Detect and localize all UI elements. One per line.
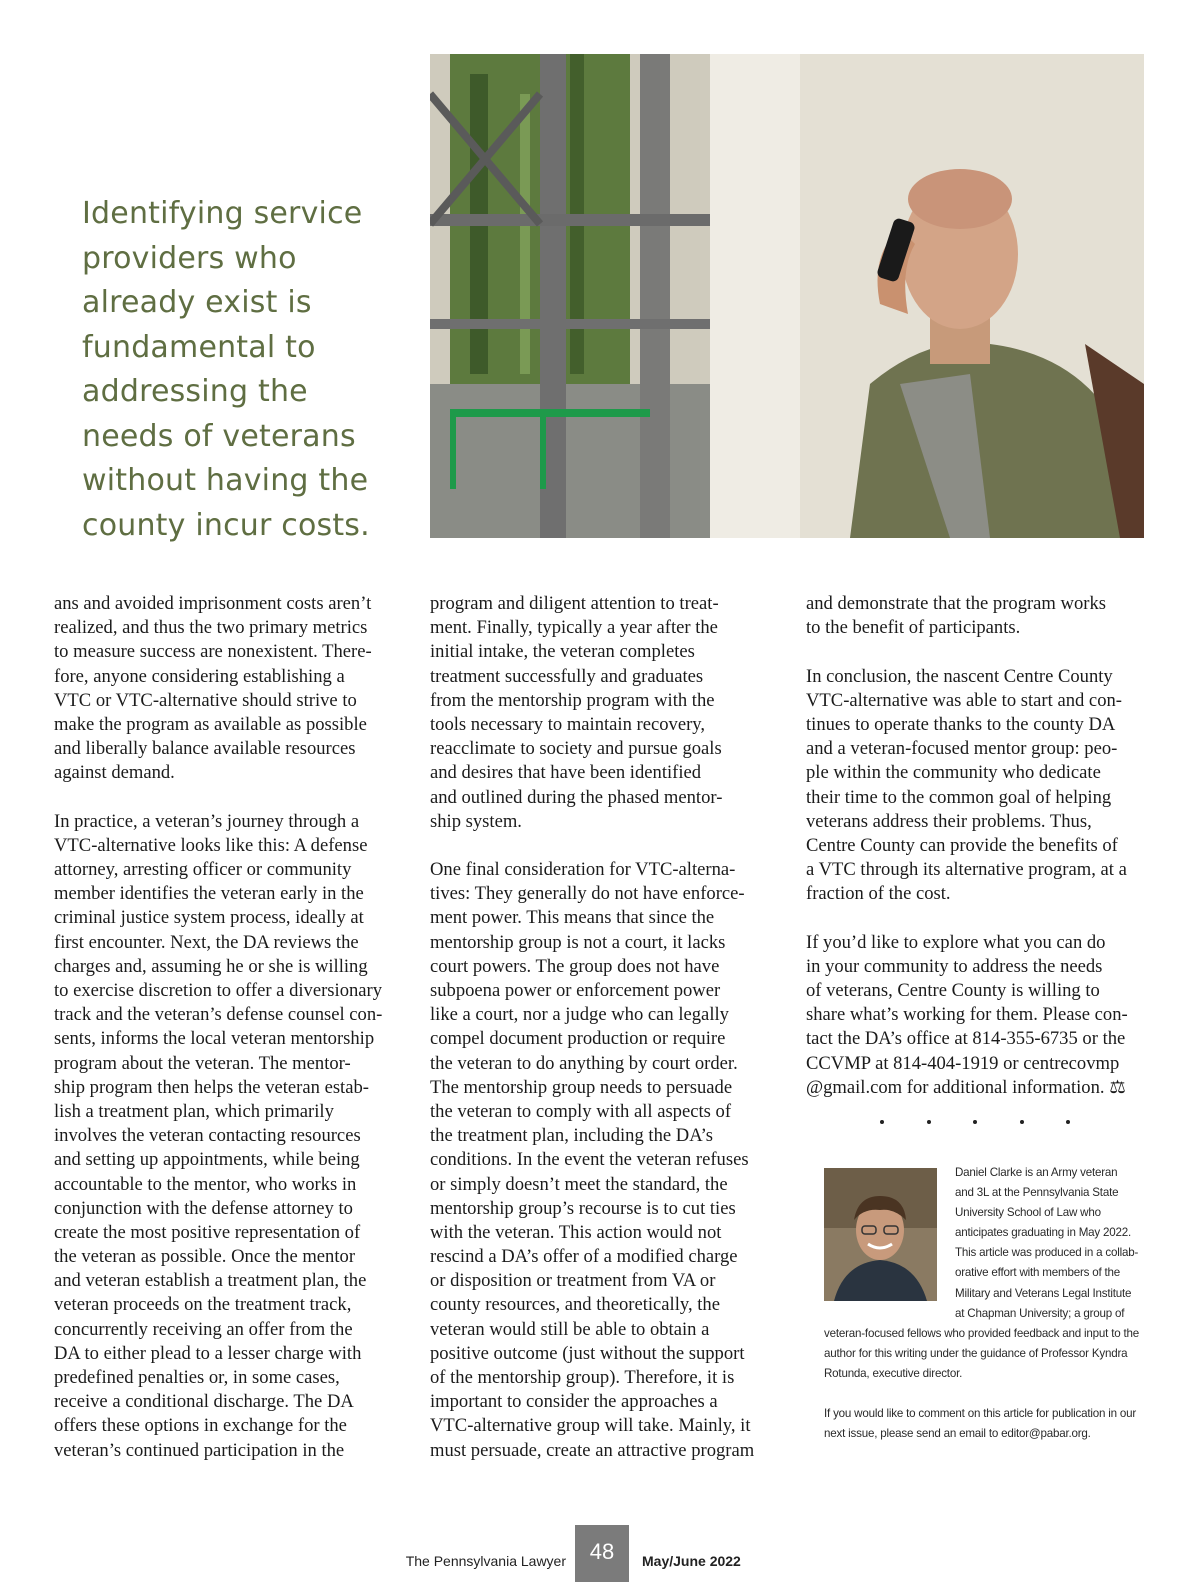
text-line: their time to the common goal of helping [806, 786, 1112, 808]
text-line: in your community to address the needs [806, 955, 1103, 977]
hero-photo-illustration [430, 54, 1144, 538]
text-line: conjunction with the defense attorney to [54, 1197, 353, 1219]
author-bio [824, 1163, 1140, 1444]
text-line: Centre County can provide the benefits of [806, 834, 1118, 856]
text-line: and liberally balance available resources [54, 738, 356, 760]
text-line: VTC-alternative group will take. Mainly, it [430, 1415, 751, 1437]
text-line: track and the veteran’s defense counsel con- [54, 1004, 383, 1026]
divider-dot [1020, 1120, 1024, 1124]
text-line: providers who [82, 240, 297, 276]
text-line: VTC-alternative was able to start and con- [806, 689, 1122, 711]
text-line: and demonstrate that the program works [806, 593, 1106, 614]
paragraph-gap [806, 640, 1152, 664]
text-line: In conclusion, the nascent Centre County [806, 665, 1113, 687]
text-line: criminal justice system process, ideally at [54, 907, 364, 929]
bio-line: next issue, please send an email to editor@pabar.org. [824, 1427, 1091, 1441]
text-line: like a court, nor a judge who can legally [430, 1004, 729, 1026]
text-line: and veteran establish a treatment plan, the [54, 1270, 367, 1292]
text-line: or disposition or treatment from VA or [430, 1270, 716, 1292]
text-line: without having the [82, 463, 369, 498]
text-line: against demand. [54, 762, 175, 784]
text-line: One final consideration for VTC-alterna- [430, 859, 736, 881]
text-line: mentorship group’s recourse is to cut ties [430, 1197, 736, 1219]
paragraph-gap [54, 786, 394, 810]
text-line: with the veteran. This action would not [430, 1221, 722, 1243]
bio-line: Rotunda, executive director. [824, 1366, 963, 1380]
text-line: involves the veteran contacting resources [54, 1125, 361, 1147]
divider-dot [973, 1120, 977, 1124]
paragraph-gap [806, 906, 1152, 930]
text-line: receive a conditional discharge. The DA [54, 1391, 354, 1413]
text-line: the veteran to do anything by court order. [430, 1052, 738, 1074]
bio-line: anticipates graduating in May 2022. [955, 1226, 1132, 1240]
text-line: charges and, assuming he or she is willing [54, 955, 368, 977]
text-line: court powers. The group does not have [430, 955, 720, 977]
pull-quote [82, 192, 402, 548]
text-line: to the benefit of participants. [806, 617, 1021, 639]
text-line: tact the DA’s office at 814-355-6735 or the [806, 1028, 1126, 1050]
text-line: or simply doesn’t meet the standard, the [430, 1173, 728, 1195]
paragraph-gap [430, 834, 770, 858]
text-line: share what’s working for them. Please con- [806, 1004, 1128, 1026]
text-line: positive outcome (just without the support [430, 1342, 745, 1364]
bio-line: This article was produced in a collab- [955, 1246, 1139, 1260]
footer-issue-date: May/June 2022 [642, 1553, 741, 1569]
bio-line: at Chapman University; a group of [955, 1306, 1125, 1320]
text-line: important to consider the approaches a [430, 1391, 718, 1413]
text-line: VTC-alternative looks like this: A defense [54, 834, 368, 856]
text-line: ship system. [430, 810, 522, 832]
text-line: veteran proceeds on the treatment track, [54, 1294, 352, 1316]
text-line: program and diligent attention to treat- [430, 593, 719, 614]
text-line: veteran’s continued participation in the [54, 1439, 345, 1461]
text-line: If you’d like to explore what you can do [806, 931, 1106, 953]
bio-line: If you would like to comment on this article for publication in our [824, 1407, 1137, 1421]
text-line: In practice, a veteran’s journey through a [54, 810, 360, 832]
text-line: Identifying service [82, 196, 363, 231]
divider-dot [1066, 1120, 1070, 1124]
text-line: and setting up appointments, while being [54, 1149, 360, 1171]
bio-line: Daniel Clarke is an Army veteran [955, 1166, 1118, 1179]
text-line: tools necessary to maintain recovery, [430, 713, 706, 735]
text-line: needs of veterans [82, 418, 356, 454]
text-line: create the most positive representation of [54, 1221, 361, 1243]
text-line: offers these options in exchange for the [54, 1415, 347, 1437]
text-line: The mentorship group needs to persuade [430, 1076, 733, 1098]
text-line: rescind a DA’s offer of a modified charge [430, 1246, 738, 1268]
text-line: predefined penalties or, in some cases, [54, 1367, 340, 1388]
text-line: of veterans, Centre County is willing to [806, 980, 1100, 1001]
text-line: CCVMP at 814-404-1919 or centrecovmp [806, 1052, 1120, 1074]
paragraph-gap [824, 1384, 1124, 1404]
text-line: fraction of the cost. [806, 883, 951, 905]
text-line: tives: They generally do not have enforce- [430, 883, 745, 905]
text-line: county incur costs. [82, 507, 370, 543]
text-line: ple within the community who dedicate [806, 762, 1101, 784]
text-line: and a veteran-focused mentor group: peo- [806, 738, 1118, 760]
bio-line: and 3L at the Pennsylvania State [955, 1186, 1119, 1200]
text-line: conditions. In the event the veteran refuses [430, 1149, 749, 1171]
text-line: of the mentorship group). Therefore, it is [430, 1367, 735, 1388]
divider-dot [927, 1120, 931, 1124]
text-line: compel document production or require [430, 1028, 726, 1050]
page-number: 48 [575, 1525, 629, 1582]
text-line: reacclimate to society and pursue goals [430, 738, 722, 760]
article-column-3 [806, 592, 1152, 1100]
text-line: to exercise discretion to offer a diversionary [54, 980, 383, 1001]
bio-line: orative effort with members of the [955, 1266, 1121, 1280]
text-line: accountable to the mentor, who works in [54, 1173, 357, 1195]
text-line: ans and avoided imprisonment costs aren’t [54, 593, 372, 614]
text-line: first encounter. Next, the DA reviews the [54, 931, 359, 953]
text-line: fore, anyone considering establishing a [54, 665, 345, 687]
bio-line: University School of Law who [955, 1206, 1101, 1220]
text-line: lish a treatment plan, which primarily [54, 1100, 334, 1122]
text-line: ship program then helps the veteran estab- [54, 1076, 369, 1098]
text-line: fundamental to [82, 329, 316, 365]
text-line: member identifies the veteran early in the [54, 883, 364, 905]
text-line: tinues to operate thanks to the county DA [806, 713, 1116, 735]
hero-photo-veteran-on-phone [430, 54, 1144, 538]
text-line: DA to either plead to a lesser charge with [54, 1342, 362, 1364]
text-line: a VTC through its alternative program, at a [806, 859, 1127, 881]
text-line: realized, and thus the two primary metrics [54, 617, 368, 639]
text-line: the veteran to comply with all aspects of [430, 1100, 732, 1122]
bio-line: Military and Veterans Legal Institute [955, 1286, 1132, 1300]
text-line: treatment successfully and graduates [430, 665, 704, 687]
text-line: must persuade, create an attractive program [430, 1439, 755, 1461]
section-divider-dots [880, 1120, 1070, 1124]
bio-line: author for this writing under the guidance of Professor Kyndra [824, 1346, 1128, 1360]
article-column-2 [430, 592, 770, 1463]
text-line: to measure success are nonexistent. There- [54, 641, 372, 663]
text-line: county resources, and theoretically, the [430, 1294, 720, 1316]
text-line: initial intake, the veteran completes [430, 641, 695, 663]
text-line: @gmail.com for additional information. ⚖ [806, 1076, 1126, 1098]
text-line: concurrently receiving an offer from the [54, 1318, 353, 1340]
footer-publication: The Pennsylvania Lawyer [405, 1553, 566, 1569]
text-line: attorney, arresting officer or community [54, 859, 352, 881]
text-line: already exist is [82, 285, 312, 320]
text-line: the treatment plan, including the DA’s [430, 1125, 713, 1147]
text-line: and desires that have been identified [430, 762, 702, 784]
text-line: veterans address their problems. Thus, [806, 810, 1092, 832]
text-line: and outlined during the phased mentor- [430, 786, 723, 808]
text-line: mentorship group is not a court, it lacks [430, 931, 726, 953]
text-line: VTC or VTC-alternative should strive to [54, 689, 357, 711]
bio-line: veteran-focused fellows who provided feedback and input to the [824, 1326, 1140, 1340]
text-line: subpoena power or enforcement power [430, 980, 721, 1001]
text-line: sents, informs the local veteran mentorship [54, 1028, 375, 1050]
text-line: veteran would still be able to obtain a [430, 1318, 710, 1340]
text-line: from the mentorship program with the [430, 689, 715, 711]
text-line: program about the veteran. The mentor- [54, 1052, 351, 1074]
text-line: ment power. This means that since the [430, 907, 715, 929]
text-line: make the program as available as possible [54, 713, 367, 735]
article-column-1 [54, 592, 394, 1463]
text-line: the veteran as possible. Once the mentor [54, 1246, 356, 1268]
text-line: ment. Finally, typically a year after the [430, 617, 718, 639]
divider-dot [880, 1120, 884, 1124]
text-line: addressing the [82, 374, 308, 409]
